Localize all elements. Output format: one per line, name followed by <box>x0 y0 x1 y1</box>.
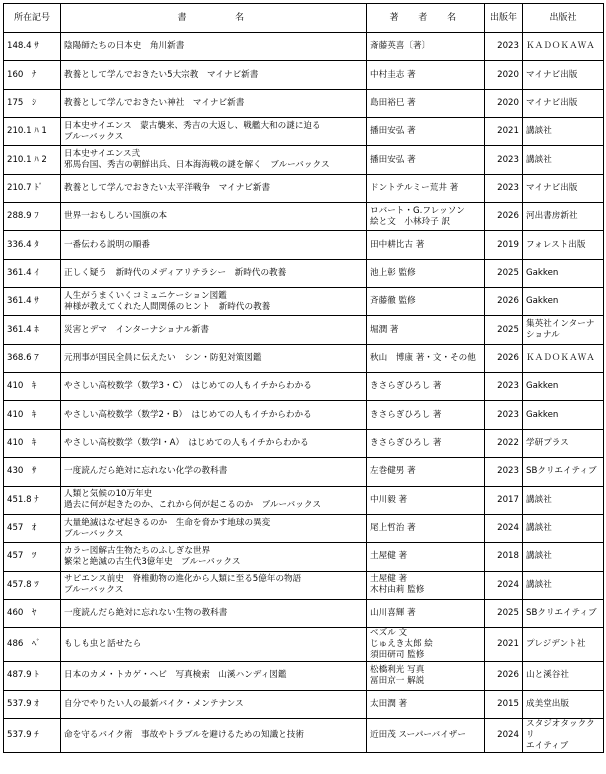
author-cell: ベズル 文 じゅえき太郎 絵 須田研司 監修 <box>367 628 485 662</box>
call-number-cell: 457 ﾂ <box>4 543 61 571</box>
book-title-cell: 一度読んだら絶対に忘れない化学の教科書 <box>61 458 367 486</box>
table-row <box>4 146 604 174</box>
call-number-cell: 148.4 ｻ <box>4 33 61 61</box>
author-cell: 近田茂 スーパーバイザー <box>367 718 485 752</box>
year-cell: 2022 <box>485 429 523 457</box>
author-cell: 秋山 博康 著・文・その他 <box>367 344 485 372</box>
table-row <box>4 231 604 259</box>
table-row <box>4 718 604 752</box>
call-number-cell: 336.4 ﾀ <box>4 231 61 259</box>
call-number-cell: 361.4 ｻ <box>4 288 61 316</box>
year-cell: 2024 <box>485 571 523 599</box>
publisher-cell: マイナビ出版 <box>523 89 604 117</box>
publisher-cell: SBクリエイティブ <box>523 599 604 627</box>
author-cell: きさらぎひろし 著 <box>367 429 485 457</box>
book-title-cell: 災害とデマ インターナショナル新書 <box>61 316 367 344</box>
book-title-cell: 人類と気候の10万年史 過去に何が起きたのか、これから何が起こるのか ブルーバックス <box>61 486 367 514</box>
year-cell: 2023 <box>485 174 523 202</box>
year-cell: 2023 <box>485 373 523 401</box>
author-cell: 中川毅 著 <box>367 486 485 514</box>
book-title-cell: 陰陽師たちの日本史 角川新書 <box>61 33 367 61</box>
book-title-cell: 人生がうまくいくコミュニケーション図鑑 神様が教えてくれた人間関係のヒント 新時代の教養 <box>61 288 367 316</box>
author-cell: 尾上哲治 著 <box>367 514 485 542</box>
table-body <box>4 33 604 753</box>
publisher-cell: ＫＡＤＯＫＡＷＡ <box>523 344 604 372</box>
publisher-cell: 講談社 <box>523 514 604 542</box>
publisher-cell: 講談社 <box>523 571 604 599</box>
table-row <box>4 429 604 457</box>
year-cell: 2017 <box>485 486 523 514</box>
author-cell: 土屋健 著 木村由莉 監修 <box>367 571 485 599</box>
publisher-cell: ＫＡＤＯＫＡＷＡ <box>523 33 604 61</box>
publisher-cell: Gakken <box>523 259 604 287</box>
book-title-cell: 正しく疑う 新時代のメディアリテラシー 新時代の教養 <box>61 259 367 287</box>
table-header <box>4 4 604 33</box>
table-row <box>4 259 604 287</box>
year-cell: 2026 <box>485 288 523 316</box>
author-cell: 島田裕巳 著 <box>367 89 485 117</box>
call-number-cell: 160 ﾅ <box>4 61 61 89</box>
year-cell: 2021 <box>485 628 523 662</box>
publisher-cell: 成美堂出版 <box>523 690 604 718</box>
table-row <box>4 61 604 89</box>
publisher-cell: 集英社インターナ ショナル <box>523 316 604 344</box>
publisher-cell: Gakken <box>523 288 604 316</box>
author-cell: 太田潤 著 <box>367 690 485 718</box>
year-cell: 2021 <box>485 118 523 146</box>
author-cell: 中村圭志 著 <box>367 61 485 89</box>
year-cell: 2025 <box>485 599 523 627</box>
publisher-cell: 山と溪谷社 <box>523 662 604 690</box>
book-title-cell: やさしい高校数学（数学Ⅰ・A） はじめての人もイチからわかる <box>61 429 367 457</box>
publisher-cell: 講談社 <box>523 118 604 146</box>
publisher-cell: スタジオタッククリ エイティブ <box>523 718 604 752</box>
year-cell: 2020 <box>485 61 523 89</box>
author-cell: ドントテルミー荒井 著 <box>367 174 485 202</box>
table-row <box>4 33 604 61</box>
call-number-cell: 410 ｷ <box>4 429 61 457</box>
year-cell: 2023 <box>485 33 523 61</box>
year-cell: 2015 <box>485 690 523 718</box>
book-title-cell: 教養として学んでおきたい5大宗教 マイナビ新書 <box>61 61 367 89</box>
author-cell: ロバート・G.フレッソン 絵と文 小林玲子 訳 <box>367 203 485 231</box>
header-author: 著 者 名 <box>367 4 485 33</box>
table-row <box>4 316 604 344</box>
table-row <box>4 662 604 690</box>
author-cell: 左巻健男 著 <box>367 458 485 486</box>
author-cell: 池上彰 監修 <box>367 259 485 287</box>
table-row <box>4 203 604 231</box>
author-cell: 山川喜輝 著 <box>367 599 485 627</box>
publisher-cell: 講談社 <box>523 486 604 514</box>
year-cell: 2025 <box>485 259 523 287</box>
call-number-cell: 210.1 ﾊ 1 <box>4 118 61 146</box>
publisher-cell: フォレスト出版 <box>523 231 604 259</box>
book-title-cell: 命を守るバイク術 事故やトラブルを避けるための知識と技術 <box>61 718 367 752</box>
author-cell: 播田安弘 著 <box>367 146 485 174</box>
table-row <box>4 628 604 662</box>
table-row <box>4 486 604 514</box>
book-list-table <box>3 3 604 753</box>
book-title-cell: 一番伝わる説明の順番 <box>61 231 367 259</box>
publisher-cell: 講談社 <box>523 146 604 174</box>
author-cell: きさらぎひろし 著 <box>367 373 485 401</box>
book-title-cell: サピエンス前史 脊椎動物の進化から人類に至る5億年の物語 ブルーバックス <box>61 571 367 599</box>
author-cell: 田中耕比古 著 <box>367 231 485 259</box>
table-row <box>4 690 604 718</box>
call-number-cell: 361.4 ﾎ <box>4 316 61 344</box>
header-title: 書 名 <box>61 4 367 33</box>
book-title-cell: もしも虫と話せたら <box>61 628 367 662</box>
book-title-cell: 元刑事が国民全員に伝えたい シン・防犯対策図鑑 <box>61 344 367 372</box>
year-cell: 2024 <box>485 718 523 752</box>
book-title-cell: カラー図解古生物たちのふしぎな世界 繁栄と絶滅の古生代3億年史 ブルーバックス <box>61 543 367 571</box>
year-cell: 2023 <box>485 401 523 429</box>
book-title-cell: 世界一おもしろい国旗の本 <box>61 203 367 231</box>
call-number-cell: 410 ｷ <box>4 401 61 429</box>
book-title-cell: 一度読んだら絶対に忘れない生物の教科書 <box>61 599 367 627</box>
book-title-cell: 大量絶滅はなぜ起きるのか 生命を脅かす地球の異変 ブルーバックス <box>61 514 367 542</box>
author-cell: 土屋健 著 <box>367 543 485 571</box>
author-cell: 堀潤 著 <box>367 316 485 344</box>
call-number-cell: 361.4 ｲ <box>4 259 61 287</box>
table-row <box>4 89 604 117</box>
publisher-cell: 学研プラス <box>523 429 604 457</box>
year-cell: 2024 <box>485 514 523 542</box>
table-row <box>4 401 604 429</box>
table-row <box>4 344 604 372</box>
call-number-cell: 487.9 ﾄ <box>4 662 61 690</box>
book-title-cell: 日本史サイエンス弐 邪馬台国、秀吉の朝鮮出兵、日本海海戦の謎を解く ブルーバックス <box>61 146 367 174</box>
call-number-cell: 288.9 ﾌ <box>4 203 61 231</box>
call-number-cell: 210.7 ﾄﾞ <box>4 174 61 202</box>
table-row <box>4 288 604 316</box>
year-cell: 2025 <box>485 316 523 344</box>
header-row <box>4 4 604 33</box>
header-publisher: 出版社 <box>523 4 604 33</box>
author-cell: 斎藤英喜〔著〕 <box>367 33 485 61</box>
author-cell: きさらぎひろし 著 <box>367 401 485 429</box>
year-cell: 2020 <box>485 89 523 117</box>
call-number-cell: 486 ﾍﾞ <box>4 628 61 662</box>
year-cell: 2026 <box>485 203 523 231</box>
table-row <box>4 571 604 599</box>
year-cell: 2019 <box>485 231 523 259</box>
year-cell: 2023 <box>485 146 523 174</box>
call-number-cell: 410 ｷ <box>4 373 61 401</box>
year-cell: 2018 <box>485 543 523 571</box>
call-number-cell: 175 ｼ <box>4 89 61 117</box>
publisher-cell: マイナビ出版 <box>523 61 604 89</box>
table-row <box>4 118 604 146</box>
author-cell: 播田安弘 著 <box>367 118 485 146</box>
call-number-cell: 368.6 ｱ <box>4 344 61 372</box>
table-row <box>4 373 604 401</box>
call-number-cell: 451.8 ﾅ <box>4 486 61 514</box>
header-year: 出版年 <box>485 4 523 33</box>
table-row <box>4 514 604 542</box>
call-number-cell: 457.8 ﾂ <box>4 571 61 599</box>
book-title-cell: やさしい高校数学（数学3・C） はじめての人もイチからわかる <box>61 373 367 401</box>
call-number-cell: 430 ｻ <box>4 458 61 486</box>
table-row <box>4 458 604 486</box>
year-cell: 2026 <box>485 344 523 372</box>
call-number-cell: 210.1 ﾊ 2 <box>4 146 61 174</box>
table-row <box>4 543 604 571</box>
call-number-cell: 537.9 ｵ <box>4 690 61 718</box>
call-number-cell: 460 ﾔ <box>4 599 61 627</box>
book-title-cell: 日本のカメ・トカゲ・ヘビ 写真検索 山溪ハンディ図鑑 <box>61 662 367 690</box>
call-number-cell: 537.9 ﾁ <box>4 718 61 752</box>
book-title-cell: 自分でやりたい人の最新バイク・メンテナンス <box>61 690 367 718</box>
table-row <box>4 599 604 627</box>
author-cell: 松橋利光 写真 冨田京一 解説 <box>367 662 485 690</box>
publisher-cell: マイナビ出版 <box>523 174 604 202</box>
publisher-cell: Gakken <box>523 373 604 401</box>
publisher-cell: プレジデント社 <box>523 628 604 662</box>
year-cell: 2026 <box>485 662 523 690</box>
author-cell: 斉藤徹 監修 <box>367 288 485 316</box>
publisher-cell: 河出書房新社 <box>523 203 604 231</box>
book-title-cell: 日本史サイエンス 蒙古襲来、秀吉の大返し、戦艦大和の謎に迫る ブルーバックス <box>61 118 367 146</box>
header-call-number: 所在記号 <box>4 4 61 33</box>
publisher-cell: SBクリエイティブ <box>523 458 604 486</box>
book-title-cell: 教養として学んでおきたい太平洋戦争 マイナビ新書 <box>61 174 367 202</box>
book-title-cell: やさしい高校数学（数学2・B） はじめての人もイチからわかる <box>61 401 367 429</box>
year-cell: 2023 <box>485 458 523 486</box>
publisher-cell: 講談社 <box>523 543 604 571</box>
book-title-cell: 教養として学んでおきたい神社 マイナビ新書 <box>61 89 367 117</box>
table-row <box>4 174 604 202</box>
publisher-cell: Gakken <box>523 401 604 429</box>
call-number-cell: 457 ｵ <box>4 514 61 542</box>
